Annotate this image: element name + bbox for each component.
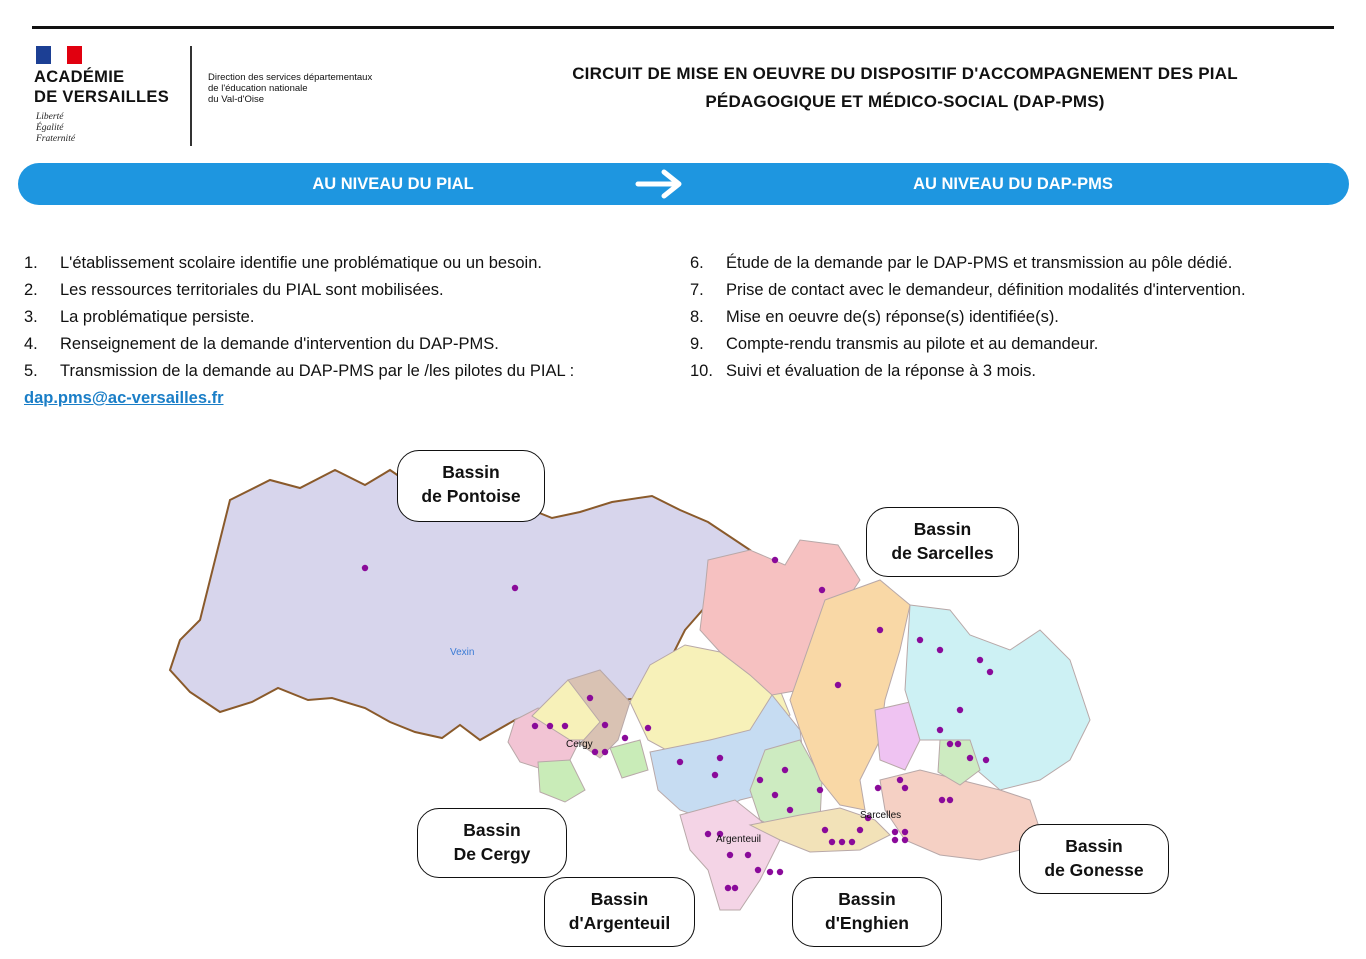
banner-pial-label: AU NIVEAU DU PIAL <box>312 175 474 193</box>
commune-marker <box>602 749 608 755</box>
bassin-label-argenteuil: Bassin d'Argenteuil <box>544 877 695 947</box>
commune-marker <box>902 829 908 835</box>
commune-marker <box>622 735 628 741</box>
republic-motto: Liberté Égalité Fraternité <box>36 112 76 144</box>
commune-marker <box>645 725 651 731</box>
list-item: 3. La problématique persiste. <box>24 308 255 326</box>
commune-marker <box>772 792 778 798</box>
commune-marker <box>745 852 751 858</box>
commune-marker <box>892 837 898 843</box>
banner-dap-pms-label: AU NIVEAU DU DAP-PMS <box>913 175 1113 193</box>
commune-marker <box>937 727 943 733</box>
commune-marker <box>875 785 881 791</box>
list-item: 4. Renseignement de la demande d'intervention du DAP-PMS. <box>24 335 499 353</box>
list-item: 5. Transmission de la demande au DAP-PMS par le /les pilotes du PIAL : <box>24 362 575 380</box>
commune-marker <box>677 759 683 765</box>
list-item: 1. L'établissement scolaire identifie une problématique ou un besoin. <box>24 254 542 272</box>
french-flag-icon <box>36 46 82 64</box>
steps-list-pial <box>24 250 674 412</box>
bassin-label-gonesse: Bassin de Gonesse <box>1019 824 1169 894</box>
commune-marker <box>362 565 368 571</box>
commune-marker <box>782 767 788 773</box>
list-item: 8. Mise en oeuvre de(s) réponse(s) identifiée(s). <box>690 308 1059 326</box>
map-label-cergy: Cergy <box>566 739 593 750</box>
map-label-sarcelles: Sarcelles <box>860 810 902 821</box>
org-name-line2: DE VERSAILLES <box>34 88 170 106</box>
bassin-label-cergy: Bassin De Cergy <box>417 808 567 878</box>
region-gonesse-cyan <box>905 605 1090 790</box>
bassin-label-pontoise: Bassin de Pontoise <box>397 450 545 522</box>
commune-marker <box>562 723 568 729</box>
map-label-argenteuil: Argenteuil <box>716 834 762 845</box>
commune-marker <box>857 827 863 833</box>
commune-marker <box>817 787 823 793</box>
commune-marker <box>532 723 538 729</box>
commune-marker <box>725 885 731 891</box>
commune-marker <box>757 777 763 783</box>
commune-marker <box>732 885 738 891</box>
commune-marker <box>819 587 825 593</box>
commune-marker <box>937 647 943 653</box>
steps-list-dap-pms <box>690 250 1360 385</box>
page-title: CIRCUIT DE MISE EN OEUVRE DU DISPOSITIF D'ACCOMPAGNEMENT DES PIAL PÉDAGOGIQUE ET MÉDICO-SOCIAL (DAP-PMS) <box>572 64 1238 111</box>
commune-marker <box>829 839 835 845</box>
header-rule <box>32 26 1334 29</box>
bassin-label-sarcelles: Bassin de Sarcelles <box>866 507 1019 577</box>
commune-marker <box>939 797 945 803</box>
commune-marker <box>839 839 845 845</box>
commune-marker <box>772 557 778 563</box>
commune-marker <box>987 669 993 675</box>
commune-marker <box>727 852 733 858</box>
commune-marker <box>957 707 963 713</box>
commune-marker <box>717 755 723 761</box>
commune-marker <box>917 637 923 643</box>
commune-marker <box>602 722 608 728</box>
commune-marker <box>897 777 903 783</box>
commune-marker <box>705 831 711 837</box>
commune-marker <box>955 741 961 747</box>
commune-marker <box>712 772 718 778</box>
commune-marker <box>547 723 553 729</box>
arrow-right-icon <box>634 169 686 199</box>
commune-marker <box>947 741 953 747</box>
commune-marker <box>849 839 855 845</box>
commune-marker <box>822 827 828 833</box>
commune-marker <box>755 867 761 873</box>
commune-marker <box>977 657 983 663</box>
list-item: 2. Les ressources territoriales du PIAL sont mobilisées. <box>24 281 444 299</box>
commune-marker <box>787 807 793 813</box>
commune-marker <box>877 627 883 633</box>
email-link[interactable]: dap.pms@ac-versailles.fr <box>24 389 224 407</box>
commune-marker <box>902 837 908 843</box>
direction-label: Direction des services départementaux de l'éducation nationale du Val-d'Oise <box>208 72 373 105</box>
commune-marker <box>777 869 783 875</box>
commune-marker <box>967 755 973 761</box>
commune-marker <box>835 682 841 688</box>
commune-marker <box>902 785 908 791</box>
list-item: 10. Suivi et évaluation de la réponse à 3 mois. <box>690 362 1037 380</box>
bassin-label-enghien: Bassin d'Enghien <box>792 877 942 947</box>
logo-separator <box>190 46 192 146</box>
commune-marker <box>587 695 593 701</box>
list-item: 9. Compte-rendu transmis au pilote et au demandeur. <box>690 335 1099 353</box>
commune-marker <box>767 869 773 875</box>
commune-marker <box>512 585 518 591</box>
process-banner <box>18 163 1349 205</box>
map-label-vexin: Vexin <box>450 647 475 658</box>
academy-logo <box>34 46 194 150</box>
commune-marker <box>892 829 898 835</box>
commune-marker <box>592 749 598 755</box>
list-item: 6. Étude de la demande par le DAP-PMS et transmission au pôle dédié. <box>690 254 1233 272</box>
list-item: 7. Prise de contact avec le demandeur, définition modalités d'intervention. <box>690 281 1246 299</box>
commune-marker <box>983 757 989 763</box>
org-name-line1: ACADÉMIE <box>34 68 125 86</box>
commune-marker <box>947 797 953 803</box>
